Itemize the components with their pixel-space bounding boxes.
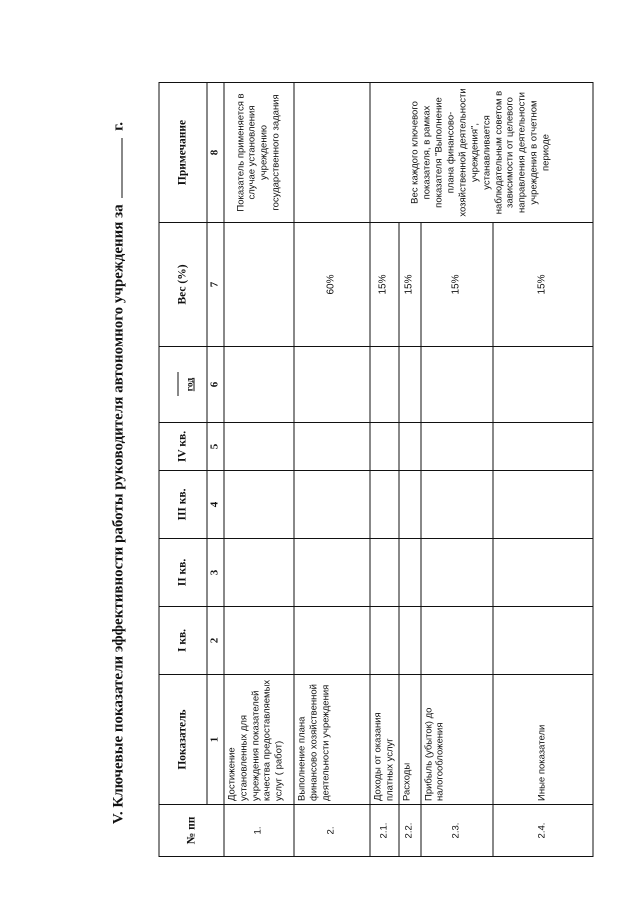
column-number: 7 — [207, 222, 224, 346]
cell-weight: 15% — [369, 222, 398, 346]
row-number: 2.1. — [369, 804, 398, 856]
cell-q2 — [369, 538, 398, 606]
cell-q2 — [223, 538, 293, 606]
header-note: Примечание — [159, 82, 207, 222]
cell-weight: 60% — [293, 222, 369, 346]
header-indicator: Показатель — [159, 674, 207, 804]
header-q4: IV кв. — [159, 422, 207, 470]
title-suffix: г. — [110, 121, 126, 131]
cell-weight: 15% — [398, 222, 420, 346]
cell-q3 — [223, 470, 293, 538]
cell-weight: 15% — [420, 222, 492, 346]
table-row — [369, 82, 398, 856]
row-indicator: Иные показатели — [492, 674, 592, 804]
period-blank — [107, 137, 122, 197]
cell-q3 — [398, 470, 420, 538]
cell-note — [293, 82, 369, 222]
column-number: 5 — [207, 422, 224, 470]
cell-q2 — [398, 538, 420, 606]
row-indicator: Прибыль (убыток) до налогообложения — [420, 674, 492, 804]
cell-year — [492, 346, 592, 422]
table-row — [223, 82, 293, 856]
cell-q2 — [492, 538, 592, 606]
cell-q1 — [223, 606, 293, 674]
cell-q4 — [492, 422, 592, 470]
column-number: 4 — [207, 470, 224, 538]
cell-q1 — [398, 606, 420, 674]
cell-q4 — [420, 422, 492, 470]
cell-q1 — [420, 606, 492, 674]
row-number: 2. — [293, 804, 369, 856]
cell-weight: 15% — [492, 222, 592, 346]
cell-note: Показатель применяется в случае установления учреждению государственного задания — [223, 82, 293, 222]
row-number: 1. — [223, 804, 293, 856]
document-title — [100, 73, 136, 873]
cell-year — [223, 346, 293, 422]
merged-note: Вес каждого ключевого показателя, в рамках показателя "Выполнение плана финансово-хозяйственной деятельности учреждения", устанавливается наблюдательным советом в зависимости от целевого направления деятельности учреждения в отчетном периоде — [369, 82, 592, 222]
row-number: 2.2. — [398, 804, 420, 856]
cell-q1 — [369, 606, 398, 674]
kpi-table — [158, 82, 593, 857]
cell-q2 — [293, 538, 369, 606]
cell-q4 — [223, 422, 293, 470]
row-number: 2.4. — [492, 804, 592, 856]
column-number: 8 — [207, 82, 224, 222]
header-q1: I кв. — [159, 606, 207, 674]
rotated-sheet — [100, 73, 555, 873]
cell-q4 — [369, 422, 398, 470]
table-row — [293, 82, 369, 856]
cell-year — [369, 346, 398, 422]
cell-q3 — [492, 470, 592, 538]
cell-q1 — [293, 606, 369, 674]
row-indicator: Расходы — [398, 674, 420, 804]
cell-q3 — [420, 470, 492, 538]
cell-year — [293, 346, 369, 422]
title-text: V. Ключевые показатели эффективности работы руководителя автономного учреждения за — [110, 203, 126, 824]
cell-weight — [223, 222, 293, 346]
header-weight: Вес (%) — [159, 222, 207, 346]
header-number: № пп — [159, 804, 224, 856]
row-number: 2.3. — [420, 804, 492, 856]
row-indicator: Доходы от оказания платных услуг — [369, 674, 398, 804]
cell-q1 — [492, 606, 592, 674]
cell-q4 — [293, 422, 369, 470]
column-number: 2 — [207, 606, 224, 674]
column-number: 3 — [207, 538, 224, 606]
cell-q2 — [420, 538, 492, 606]
column-number-row — [207, 82, 224, 856]
header-q2: II кв. — [159, 538, 207, 606]
header-row — [159, 82, 207, 856]
column-number: 1 — [207, 674, 224, 804]
year-label: год — [185, 377, 196, 391]
header-q3: III кв. — [159, 470, 207, 538]
header-year — [159, 346, 207, 422]
column-number: 6 — [207, 346, 224, 422]
row-indicator: Достижение установленных для учреждения показателей качества предоставляемых услуг ( работ) — [223, 674, 293, 804]
cell-year — [398, 346, 420, 422]
cell-q4 — [398, 422, 420, 470]
row-indicator: Выполнение плана финансово хозяйственной деятельности учреждения — [293, 674, 369, 804]
cell-year — [420, 346, 492, 422]
cell-q3 — [293, 470, 369, 538]
cell-q3 — [369, 470, 398, 538]
